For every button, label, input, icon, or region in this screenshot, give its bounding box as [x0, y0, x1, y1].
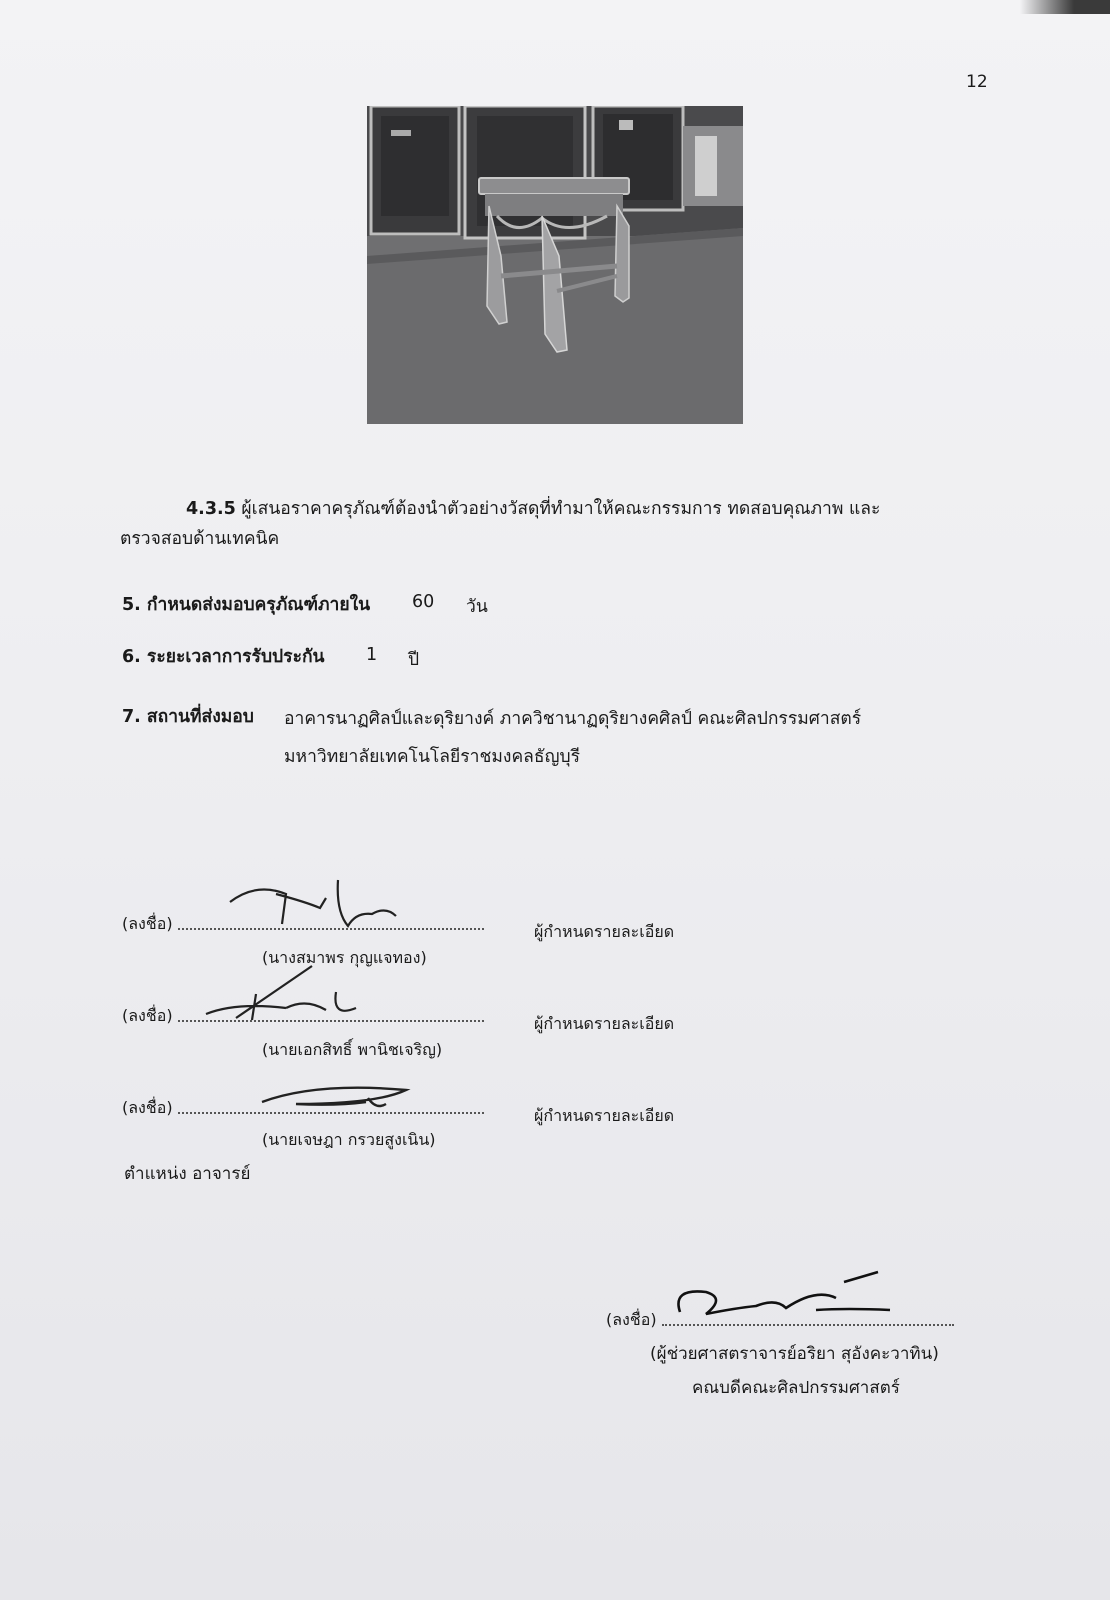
signatory-2-prefix: (ลงชื่อ): [122, 1006, 173, 1025]
item7-label: 7. สถานที่ส่งมอบ: [122, 707, 254, 727]
signatory-3-role: ผู้กำหนดรายละเอียด: [534, 1106, 675, 1125]
signatory-1-signature: [226, 876, 416, 936]
clause-line-2: ตรวจสอบด้านเทคนิค: [120, 529, 280, 549]
item6-value: 1: [366, 645, 378, 665]
signatory-2-role: ผู้กำหนดรายละเอียด: [534, 1014, 675, 1033]
item7-line-2: มหาวิทยาลัยเทคโนโลยีราชมงคลธัญบุรี: [284, 747, 580, 767]
item5-unit: วัน: [466, 597, 488, 617]
dean-prefix: (ลงชื่อ): [606, 1310, 657, 1329]
item6-unit: ปี: [408, 650, 420, 670]
clause-line-1: ผู้เสนอราคาครุภัณฑ์ต้องนำตัวอย่างวัสดุที่ทำมาให้คณะกรรมการ ทดสอบคุณภาพ และ: [241, 499, 881, 519]
signatory-1-prefix: (ลงชื่อ): [122, 914, 173, 933]
stool-photo-icon: [367, 106, 743, 424]
dean-name: (ผู้ช่วยศาสตราจารย์อริยา สุอังคะวาทิน): [650, 1344, 939, 1364]
signatory-3-signature: [256, 1076, 426, 1116]
page-edge-shadow: [1020, 0, 1110, 14]
signatory-1-name: (นางสมาพร กุญแจทอง): [262, 948, 427, 967]
signatory-3-prefix: (ลงชื่อ): [122, 1098, 173, 1117]
signatory-1-role: ผู้กำหนดรายละเอียด: [534, 922, 675, 941]
signatory-3-name: (นายเจษฎา กรวยสูงเนิน): [262, 1130, 436, 1149]
item5-label: 5. กำหนดส่งมอบครุภัณฑ์ภายใน: [122, 595, 371, 615]
dean-title: คณบดีคณะศิลปกรรมศาสตร์: [692, 1378, 900, 1398]
position-label: ตำแหน่ง อาจารย์: [124, 1164, 251, 1184]
signatory-2-signature: [196, 958, 366, 1028]
page-number: 12: [966, 72, 988, 92]
item7-line-1: อาคารนาฏศิลป์และดุริยางค์ ภาควิชานาฏดุริยางคศิลป์ คณะศิลปกรรมศาสตร์: [284, 709, 862, 729]
signatory-2-name: (นายเอกสิทธิ์ พานิชเจริญ): [262, 1040, 443, 1059]
item5-value: 60: [412, 592, 435, 612]
item6-label: 6. ระยะเวลาการรับประกัน: [122, 647, 325, 667]
clause-435: [186, 494, 880, 522]
dean-signature: [666, 1268, 896, 1332]
clause-number: 4.3.5: [186, 499, 236, 519]
